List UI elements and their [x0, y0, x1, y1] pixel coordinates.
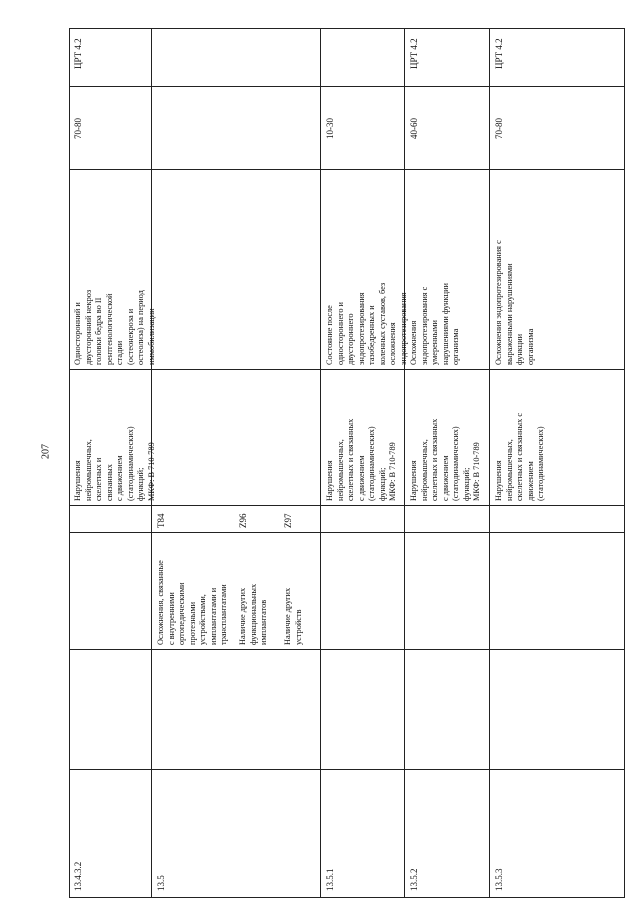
row-code: 13.5: [156, 875, 166, 891]
row-group-name: Осложнения, связанные с внутренними ортопедическими протезными устройствами, имплантатами и трансплантатами: [156, 560, 228, 645]
row-subcode: Z97: [283, 513, 293, 528]
row-category: Нарушения нейромышечных, скелетных и связанных с движением (статодинамических): [494, 412, 545, 501]
row-reference: ЦРТ 4.2: [73, 38, 83, 69]
row-percent: 40-60: [409, 118, 419, 139]
row-category: Нарушения нейромышечных, скелетных и связанных с движением (статодинамических) функций; МКФ: В 710-789: [325, 418, 397, 501]
row-percent: 10-30: [325, 118, 335, 139]
table-row: [152, 29, 320, 899]
row-subcode: Z96: [238, 513, 248, 528]
row-code: 13.5.3: [494, 868, 504, 891]
row-description: Состояние после одностороннего и двустороннего эндопротезирования тазобедренных и коленных суставов, без осложнения эндопротезирования: [325, 282, 408, 365]
criteria-table: [69, 28, 625, 898]
row-code: 13.4.3.2: [73, 861, 83, 891]
table-row: [490, 29, 624, 899]
page-number: 207: [40, 444, 52, 459]
row-subcode: T84: [156, 513, 166, 528]
row-description: Осложнения эндопротезирования с умеренными нарушениями функции организма: [409, 283, 460, 365]
row-description: Односторонний и двусторонний некроз головки бедра во II рентгенологической стадии (остеонекроза и остеолиза) на период иммобилизации: [73, 289, 156, 365]
row-code: 13.5.2: [409, 868, 419, 891]
row-code: 13.5.1: [325, 868, 335, 891]
row-category: Нарушения нейромышечных, скелетных и связанных с движением (статодинамических) функций; МКФ: В 710-789: [73, 426, 156, 501]
row-group-name: Наличие других функциональных имплантатов: [238, 583, 268, 645]
table-row: [70, 29, 156, 899]
row-percent: 70-80: [494, 118, 504, 139]
table-row: [405, 29, 489, 899]
row-reference: ЦРТ 4.2: [494, 38, 504, 69]
row-reference: ЦРТ 4.2: [409, 38, 419, 69]
row-category: Нарушения нейромышечных, скелетных и связанных с движением (статодинамических) функций; МКФ: В 710-789: [409, 418, 481, 501]
row-percent: 70-80: [73, 118, 83, 139]
row-group-name: Наличие других устройств: [283, 587, 303, 645]
table-row: [321, 29, 408, 899]
row-description: Осложнения эндопротезирования с выраженными нарушениями функции организма: [494, 240, 535, 365]
